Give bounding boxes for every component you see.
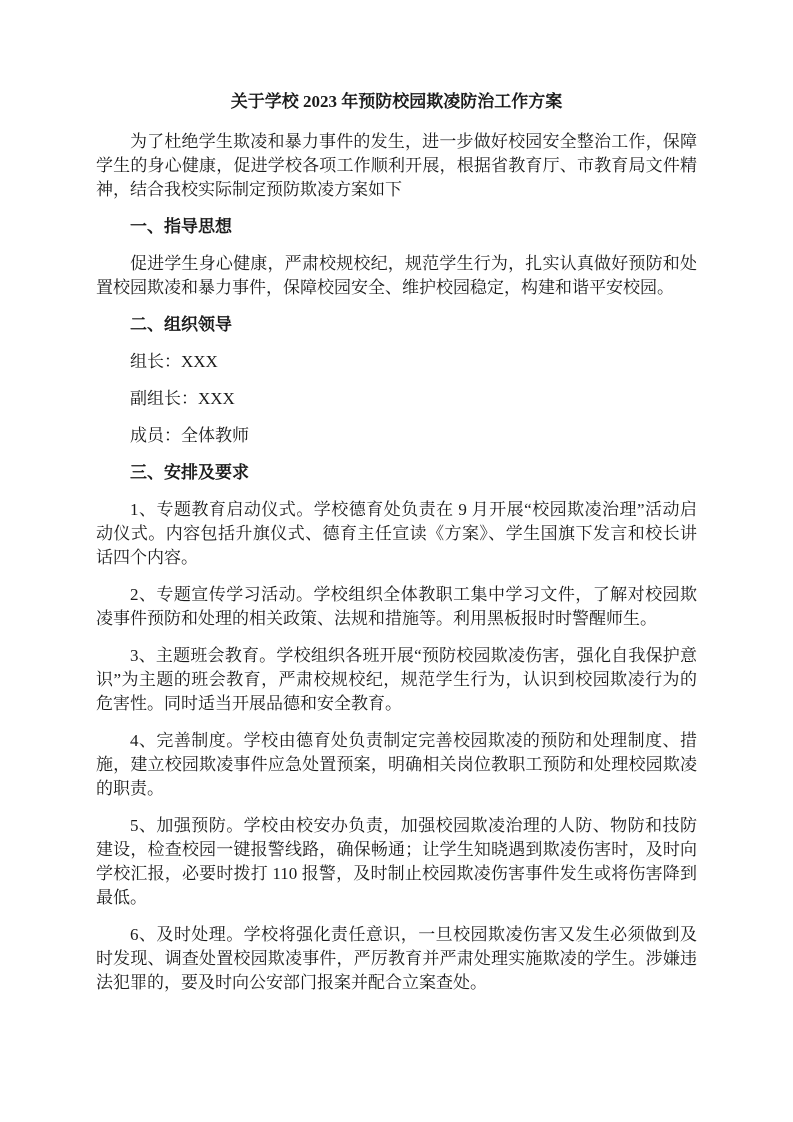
section-1-paragraph: 促进学生身心健康，严肃校规校纪，规范学生行为，扎实认真做好预防和处置校园欺凌和暴力事件，保障校园安全、维护校园稳定，构建和谐平安校园。 xyxy=(96,254,697,297)
arrangement-item-5: 5、加强预防。学校由校安办负责，加强校园欺凌治理的人防、物防和技防建设，检查校园一键报警线路，确保畅通；让学生知晓遇到欺凌伤害时，及时向学校汇报，必要时拨打 110 报警，及时制止校园欺凌伤害事件发生或将伤害降到最低。 xyxy=(96,816,697,907)
section-1-heading: 一、指导思想 xyxy=(130,217,232,236)
arrangement-item-1: 1、专题教育启动仪式。学校德育处负责在 9 月开展“校园欺凌治理”活动启动仪式。内容包括升旗仪式、德育主任宣读《方案》、学生国旗下发言和校长讲话四个内容。 xyxy=(96,500,697,567)
members-line: 成员：全体教师 xyxy=(130,426,249,445)
intro-paragraph: 为了杜绝学生欺凌和暴力事件的发生，进一步做好校园安全整治工作，保障学生的身心健康，促进学校各项工作顺利开展，根据省教育厅、市教育局文件精神，结合我校实际制定预防欺凌方案如下 xyxy=(96,132,697,199)
section-3-heading: 三、安排及要求 xyxy=(130,463,249,482)
document-title: 关于学校 2023 年预防校园欺凌防治工作方案 xyxy=(230,92,563,111)
section-2-heading: 二、组织领导 xyxy=(130,315,232,334)
deputy-group-leader-line: 副组长：XXX xyxy=(130,389,235,408)
arrangement-item-6: 6、及时处理。学校将强化责任意识，一旦校园欺凌伤害又发生必须做到及时发现、调查处置校园欺凌事件，严厉教育并严肃处理实施欺凌的学生。涉嫌违法犯罪的，要及时向公安部门报案并配合立案查处。 xyxy=(96,925,697,992)
arrangement-item-4: 4、完善制度。学校由德育处负责制定完善校园欺凌的预防和处理制度、措施，建立校园欺凌事件应急处置预案，明确相关岗位教职工预防和处理校园欺凌的职责。 xyxy=(96,731,697,798)
arrangement-item-3: 3、主题班会教育。学校组织各班开展“预防校园欺凌伤害，强化自我保护意识”为主题的班会教育，严肃校规校纪，规范学生行为，认识到校园欺凌行为的危害性。同时适当开展品德和安全教育。 xyxy=(96,646,697,713)
group-leader-line: 组长：XXX xyxy=(130,352,218,371)
arrangement-item-2: 2、专题宣传学习活动。学校组织全体教职工集中学习文件，了解对校园欺凌事件预防和处理的相关政策、法规和措施等。利用黑板报时时警醒师生。 xyxy=(96,585,697,628)
